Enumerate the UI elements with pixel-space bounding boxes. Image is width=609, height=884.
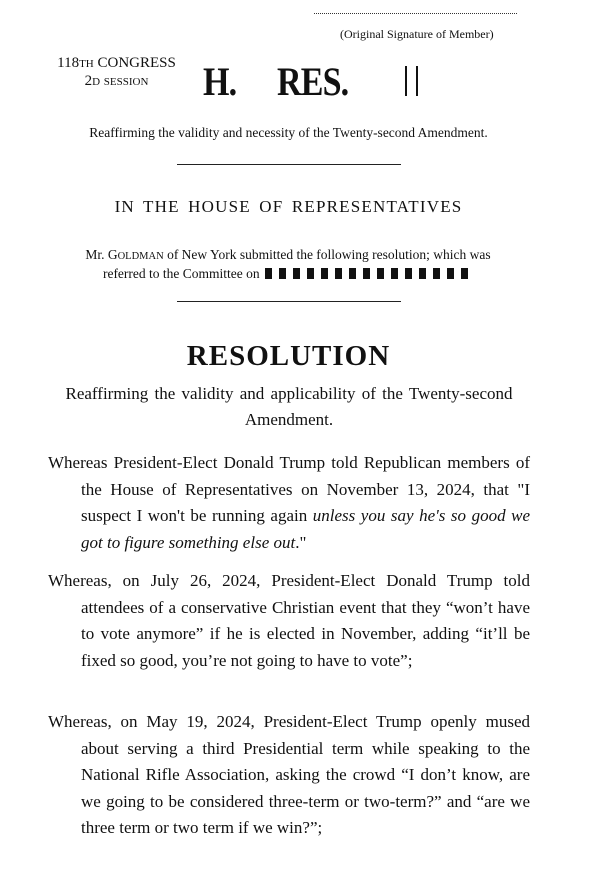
whereas-clause: Whereas President-Elect Donald Trump told Republican members of the House of Representatives on November 13, 2024, that "I suspect I won't be running again unless you say he's so good we got to figure something else out." (48, 453, 530, 552)
whereas-clause: Whereas, on May 19, 2024, President-Elect Trump openly mused about serving a third Presidential term while speaking to the National Rifle Association, asking the crowd “I don’t know, are we going to be considered three-term or two-term?” and “are we three term or two term if we win?”; (48, 712, 530, 837)
divider-rule (177, 301, 401, 302)
bill-designation: H. RES. (203, 59, 349, 104)
congress-line: 118TH CONGRESS (57, 55, 176, 71)
session-line: 2D SESSION (84, 73, 149, 89)
whereas-clause: Whereas, on July 26, 2024, President-Elect Donald Trump told attendees of a conservative Christian event that they “won’t have to vote anymore” if he is elected in November, adding “it’ll be fixed so good, you’re not going to have to vote”; (48, 571, 530, 670)
short-title: Reaffirming the validity and necessity of the Twenty-second Amendment. (89, 125, 488, 140)
committee-redaction (265, 268, 473, 279)
resolution-title: RESOLUTION (186, 340, 391, 372)
resolution-purpose: Reaffirming the validity and applicability of the Twenty-second Amendment. (65, 384, 513, 429)
congress-session-block (50, 55, 183, 91)
house-heading: IN THE HOUSE OF REPRESENTATIVES (114, 197, 463, 216)
divider-rule (177, 164, 401, 165)
resolution-number-placeholder (405, 66, 418, 96)
signature-line (314, 4, 517, 14)
signature-caption: (Original Signature of Member) (340, 27, 494, 41)
introduction-text: Mr. GOLDMAN of New York submitted the following resolution; which was referred to the Committee on (85, 247, 491, 281)
